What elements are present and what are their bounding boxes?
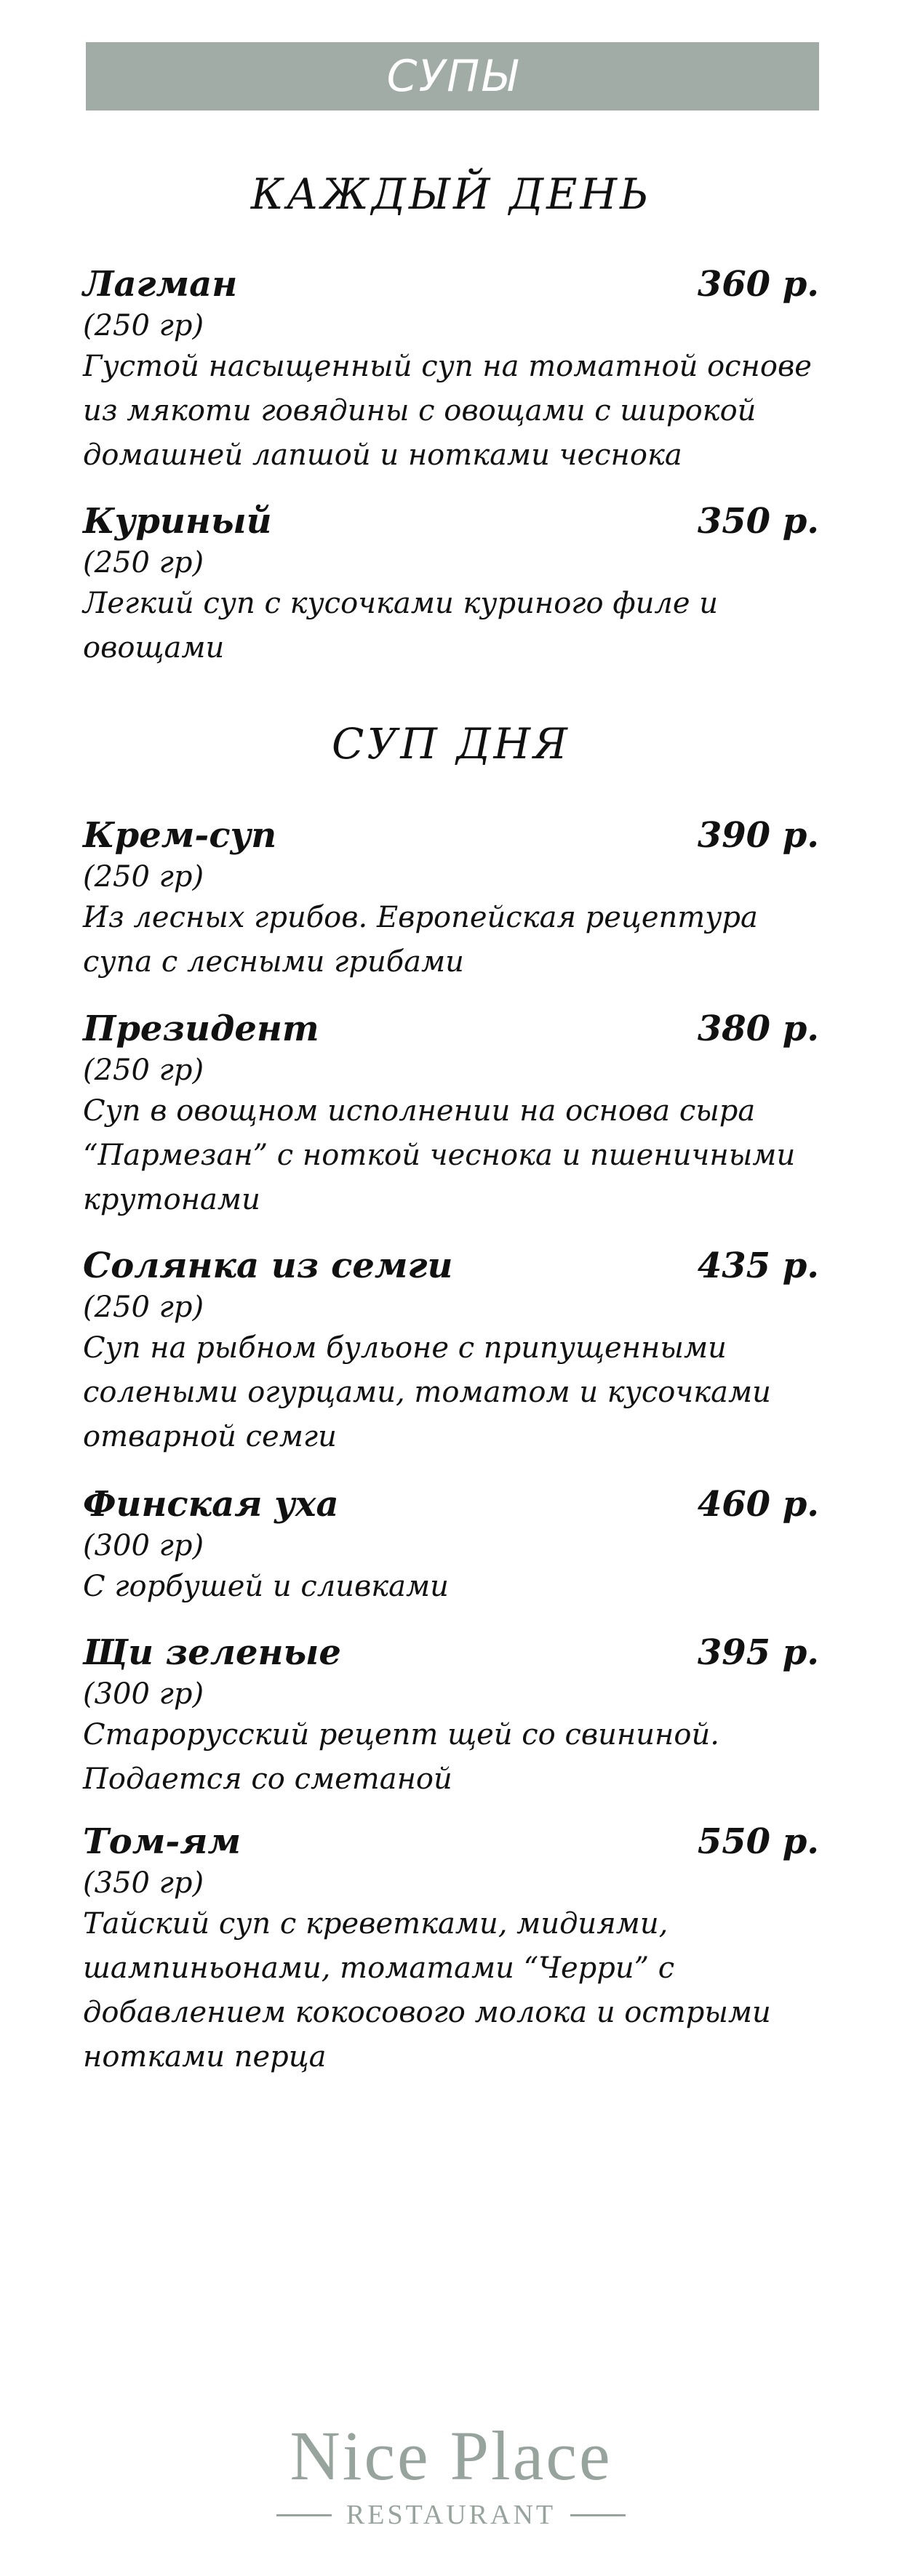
item-weight: (250 гр) xyxy=(83,1291,204,1324)
menu-item xyxy=(83,1482,819,1609)
item-name: Финская уха xyxy=(83,1484,339,1525)
menu-item xyxy=(83,1006,819,1222)
item-description: Тайский суп с креветками, мидиями, шампиньонами, томатами “Черри” с добавлением кокосового молока и острыми нотками перца xyxy=(83,1907,771,2074)
menu-item xyxy=(83,262,819,478)
item-name: Президент xyxy=(83,1008,319,1049)
item-name: Солянка из семги xyxy=(83,1245,453,1286)
menu-item xyxy=(83,499,819,670)
logo-divider-left xyxy=(276,2514,332,2516)
logo-subtitle: RESTAURANT xyxy=(346,2500,556,2530)
item-name: Лагман xyxy=(83,264,238,305)
logo-name: Nice Place xyxy=(290,2417,612,2495)
logo-subtitle-row xyxy=(0,2501,902,2529)
section-heading-every-day: КАЖДЫЙ ДЕНЬ xyxy=(250,169,652,219)
item-weight: (250 гр) xyxy=(83,1054,204,1087)
item-description: Из лесных грибов. Европейская рецептура супа с лесными грибами xyxy=(83,901,758,979)
item-price: 350 р. xyxy=(697,501,819,542)
item-price: 395 р. xyxy=(697,1632,819,1673)
item-description: Суп в овощном исполнении на основа сыра “Пармезан” с ноткой чеснока и пшеничными крутонами xyxy=(83,1094,796,1216)
menu-item xyxy=(83,1243,819,1459)
item-weight: (300 гр) xyxy=(83,1529,204,1562)
item-price: 550 р. xyxy=(697,1821,819,1862)
menu-item xyxy=(83,1630,819,1802)
item-weight: (250 гр) xyxy=(83,309,204,342)
item-price: 390 р. xyxy=(697,815,819,856)
item-description: Легкий суп с кусочками куриного филе и овощами xyxy=(83,587,719,665)
section-heading-soup-of-day: СУП ДНЯ xyxy=(332,719,570,769)
item-description: С горбушей и сливками xyxy=(83,1570,449,1603)
item-name: Щи зеленые xyxy=(83,1632,341,1673)
item-name: Том-ям xyxy=(83,1821,242,1862)
item-description: Старорусский рецепт щей со свининой. Подается со сметаной xyxy=(83,1718,719,1796)
item-price: 460 р. xyxy=(697,1484,819,1525)
item-weight: (250 гр) xyxy=(83,546,204,579)
item-price: 360 р. xyxy=(697,264,819,305)
restaurant-logo xyxy=(0,2417,902,2530)
item-description: Суп на рыбном бульоне с припущенными солеными огурцами, томатом и кусочками отварной семги xyxy=(83,1331,771,1453)
item-name: Куриный xyxy=(83,501,272,542)
item-price: 380 р. xyxy=(697,1008,819,1049)
logo-divider-right xyxy=(570,2514,626,2516)
item-weight: (250 гр) xyxy=(83,860,204,894)
item-weight: (300 гр) xyxy=(83,1677,204,1711)
item-description: Густой насыщенный суп на томатной основе из мякоти говядины с овощами с широкой домашней лапшой и нотками чеснока xyxy=(83,350,812,472)
item-price: 435 р. xyxy=(697,1245,819,1286)
menu-item xyxy=(83,813,819,984)
item-name: Крем-суп xyxy=(83,815,277,856)
banner-title: СУПЫ xyxy=(386,51,519,102)
item-weight: (350 гр) xyxy=(83,1866,204,1900)
section-banner xyxy=(86,42,819,111)
menu-item xyxy=(83,1819,819,2079)
